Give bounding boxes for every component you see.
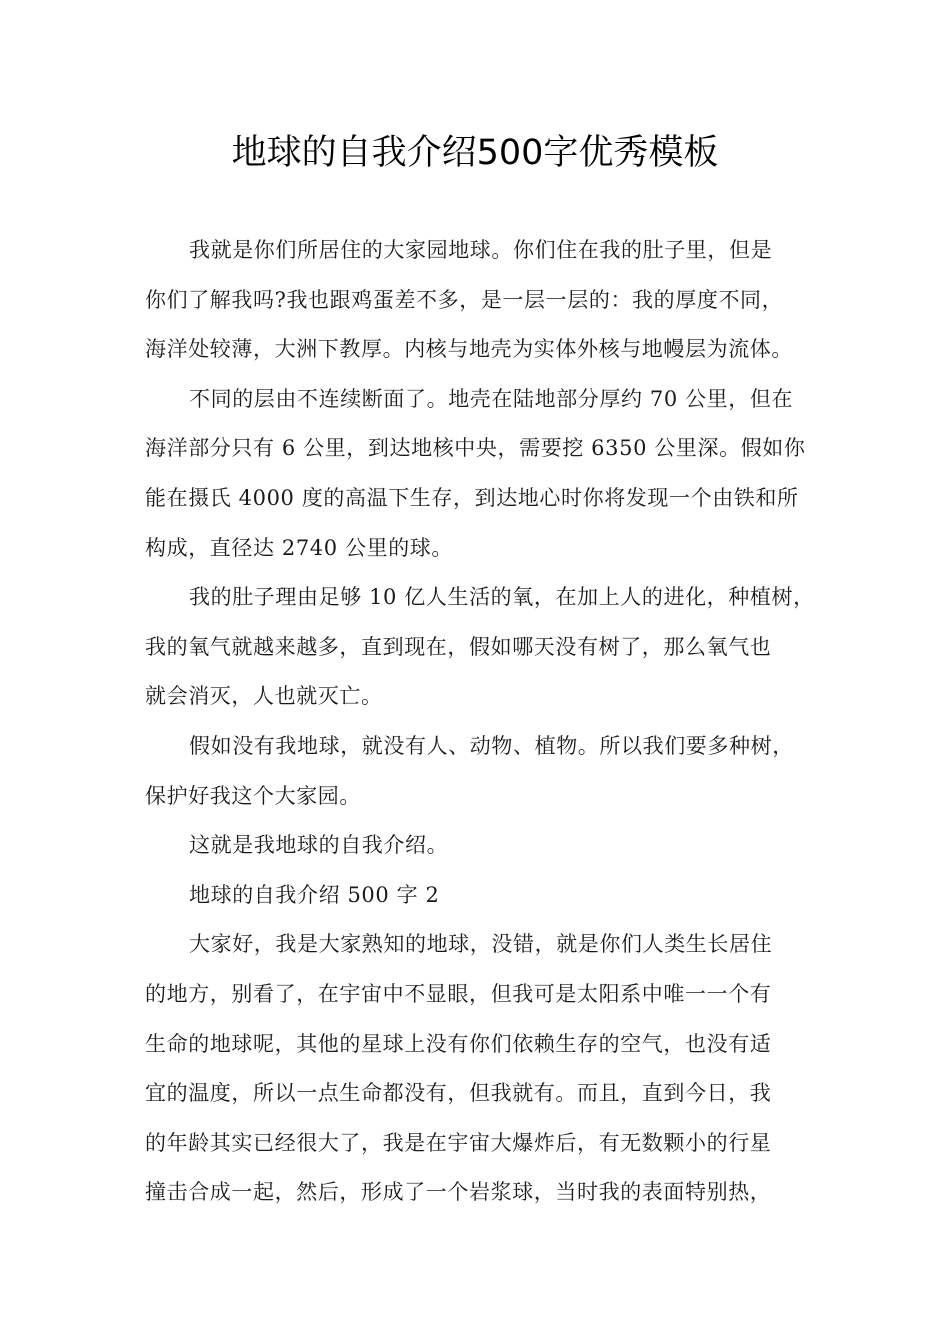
paragraph-line: 构成，直径达 2740 公里的球。 xyxy=(145,535,453,560)
paragraph-line: 假如没有我地球，就没有人、动物、植物。所以我们要多种树， xyxy=(189,733,794,758)
document-title: 地球的自我介绍500字优秀模板 xyxy=(231,133,719,173)
paragraph-line: 的年龄其实已经很大了，我是在宇宙大爆炸后，有无数颗小的行星 xyxy=(145,1130,772,1155)
paragraph-line: 海洋处较薄，大洲下教厚。内核与地壳为实体外核与地幔层为流体。 xyxy=(145,337,793,362)
paragraph-line: 这就是我地球的自我介绍。 xyxy=(189,833,449,858)
paragraph-line: 大家好，我是大家熟知的地球，没错，就是你们人类生长居住 xyxy=(189,932,773,957)
paragraph-line: 你们了解我吗?我也跟鸡蛋差不多，是一层一层的：我的厚度不同， xyxy=(145,287,784,312)
paragraph-line: 生命的地球呢，其他的星球上没有你们依赖生存的空气，也没有适 xyxy=(145,1031,772,1056)
document-body xyxy=(145,226,815,1218)
paragraph-line: 海洋部分只有 6 公里，到达地核中央，需要挖 6350 公里深。假如你 xyxy=(145,436,806,461)
paragraph-line: 撞击合成一起，然后，形成了一个岩浆球，当时我的表面特别热， xyxy=(145,1180,772,1205)
paragraph-line: 宜的温度，所以一点生命都没有，但我就有。而且，直到今日，我 xyxy=(145,1081,772,1106)
paragraph-line: 我的肚子理由足够 10 亿人生活的氧，在加上人的进化，种植树， xyxy=(189,585,815,610)
paragraph-line: 能在摄氏 4000 度的高温下生存，到达地心时你将发现一个由铁和所 xyxy=(145,485,799,510)
section-heading: 地球的自我介绍 500 字 2 xyxy=(189,882,440,907)
paragraph-line: 的地方，别看了，在宇宙中不显眼，但我可是太阳系中唯一一个有 xyxy=(145,981,772,1006)
paragraph-line: 我就是你们所居住的大家园地球。你们住在我的肚子里，但是 xyxy=(189,238,773,262)
paragraph-line: 保护好我这个大家园。 xyxy=(145,783,361,808)
paragraph-line: 我的氧气就越来越多，直到现在，假如哪天没有树了，那么氧气也 xyxy=(145,634,772,659)
paragraph-line: 就会消灭，人也就灭亡。 xyxy=(145,684,383,709)
paragraph-line: 不同的层由不连续断面了。地壳在陆地部分厚约 70 公里，但在 xyxy=(189,386,794,411)
